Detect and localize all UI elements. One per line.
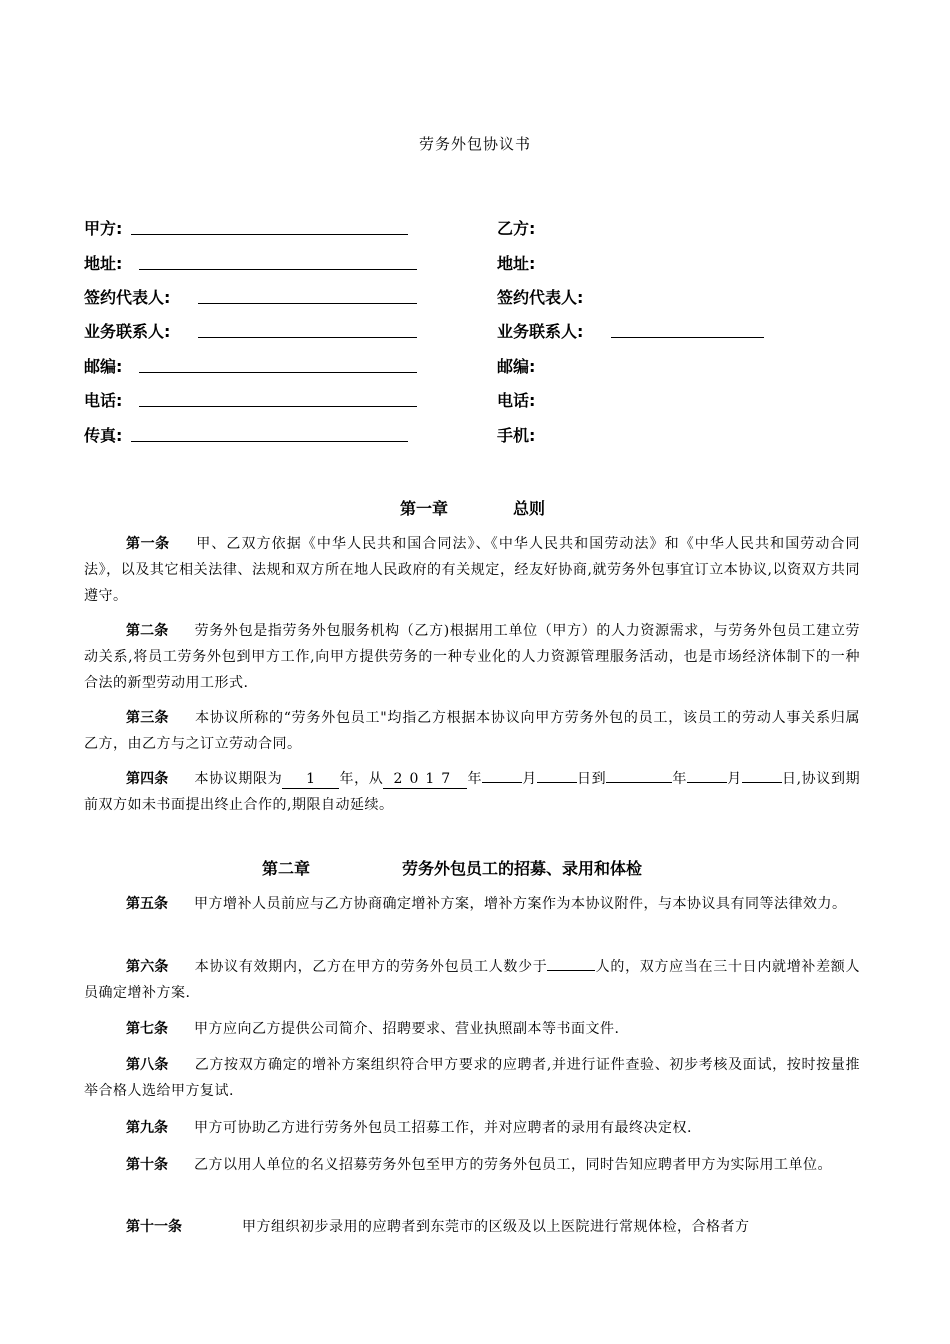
unit-day-to: 日到 [576,771,607,787]
article-10 [84,1152,860,1178]
article-text: 甲方可协助乙方进行劳务外包员工招募工作，并对应聘者的录用有最终决定权. [194,1120,692,1136]
article-8 [84,1052,860,1104]
party-a-fax-blank[interactable] [131,441,408,442]
article-text: 乙方以用人单位的名义招募劳务外包至甲方的劳务外包员工，同时告知应聘者甲方为实际用工单位。 [194,1157,832,1173]
article-text: 甲、乙双方依据《中华人民共和国合同法》、《中华人民共和国劳动法》和《中华人民共和国劳动合同法》，以及其它相关法律、法规和双方所在地人民政府的有关规定，经友好协商,就劳务外包事宜订立本协议,以资双方共同遵守。 [84,536,860,604]
article-4-suffix: 协议到期前双方如未书面提出终止合作的,期限自动延续。 [84,771,861,813]
article-2 [84,618,860,696]
article-label: 第八条 [126,1057,169,1073]
article-5 [84,891,860,917]
unit-year-end: 年 [672,771,688,787]
party-b-phone-label: 电话: [497,391,536,410]
party-a-phone-label: 电话: [84,391,123,410]
article-7 [84,1016,860,1042]
party-a-contact-blank[interactable] [198,337,417,338]
article-label: 第十一条 [126,1219,182,1235]
chapter-1-title: 总则 [513,499,546,518]
article-6 [84,954,860,1006]
party-a-address-label: 地址: [84,254,123,273]
start-day-field[interactable] [537,782,577,783]
article-text: 甲方应向乙方提供公司简介、招聘要求、营业执照副本等书面文件. [194,1021,620,1037]
article-text: 劳务外包是指劳务外包服务机构（乙方)根据用工单位（甲方）的人力资源需求，与劳务外包员工建立劳动关系,将员工劳务外包到甲方工作,向甲方提供劳务的一种专业化的人力资源管理服务活动，也是市场经济体制下的一种合法的新型劳动用工形式. [84,623,860,691]
article-label: 第九条 [126,1120,168,1136]
start-month-field[interactable] [482,782,522,783]
article-6-suffix: 人的，双方应当在三十日内就增补差额人员确定增补方案. [84,959,861,1001]
article-9 [84,1115,860,1141]
article-4-prefix: 本协议期限为 [194,771,283,787]
party-a-name-blank[interactable] [131,234,408,235]
min-staff-field[interactable] [547,970,595,971]
unit-month: 月 [522,771,537,787]
term-years-field[interactable]: 1 [282,770,339,789]
party-b-name-label: 乙方: [497,219,536,238]
article-label: 第一条 [126,536,170,552]
article-text: 甲方组织初步录用的应聘者到东莞市的区级及以上医院进行常规体检，合格者方 [242,1219,750,1235]
article-text: 甲方增补人员前应与乙方协商确定增补方案，增补方案作为本协议附件，与本协议具有同等法律效力。 [194,896,847,912]
article-4 [84,766,860,818]
article-6-prefix: 本协议有效期内，乙方在甲方的劳务外包员工人数少于 [194,959,548,975]
article-1 [84,531,860,609]
party-a-postcode-blank[interactable] [139,372,417,373]
end-year-field[interactable] [606,782,672,783]
party-a-name-label: 甲方: [84,219,123,238]
party-a-phone-blank[interactable] [139,406,417,407]
party-b-address-label: 地址: [497,254,536,273]
end-day-field[interactable] [742,782,782,783]
unit-day-end: 日, [781,771,802,787]
document-title: 劳务外包协议书 [418,135,531,153]
article-text: 乙方按双方确定的增补方案组织符合甲方要求的应聘者,并进行证件查验、初步考核及面试，按时按量推举合格人选给甲方复试. [84,1057,861,1099]
chapter-1-number: 第一章 [400,499,449,518]
article-label: 第五条 [126,896,168,912]
party-a-address-blank[interactable] [139,269,417,270]
end-month-field[interactable] [687,782,727,783]
article-3 [84,705,860,757]
article-label: 第十条 [126,1157,168,1173]
article-label: 第七条 [126,1021,168,1037]
party-b-signatory-label: 签约代表人: [497,288,584,307]
party-b-postcode-label: 邮编: [497,357,536,376]
article-text: 本协议所称的“劳务外包员工"均指乙方根据本协议向甲方劳务外包的员工，该员工的劳动人事关系归属乙方，由乙方与之订立劳动合同。 [84,710,860,752]
article-4-year-text: 年，从 [339,771,384,787]
party-b-contact-blank[interactable] [611,337,764,338]
article-label: 第二条 [126,623,169,639]
party-b-contact-label: 业务联系人: [497,322,584,341]
party-a-contact-label: 业务联系人: [84,322,171,341]
party-a-signatory-label: 签约代表人: [84,288,171,307]
article-label: 第六条 [126,959,169,975]
article-label: 第四条 [126,771,169,787]
party-b-mobile-label: 手机: [497,426,536,445]
chapter-2-number: 第二章 [262,859,311,878]
chapter-2-title: 劳务外包员工的招募、录用和体检 [402,859,643,878]
unit-month-end: 月 [727,771,742,787]
party-a-fax-label: 传真: [84,426,123,445]
article-label: 第三条 [126,710,169,726]
unit-year: 年 [467,771,483,787]
party-a-signatory-blank[interactable] [198,303,417,304]
party-a-postcode-label: 邮编: [84,357,123,376]
article-11 [84,1214,860,1240]
start-year-field[interactable]: 2017 [383,770,467,789]
